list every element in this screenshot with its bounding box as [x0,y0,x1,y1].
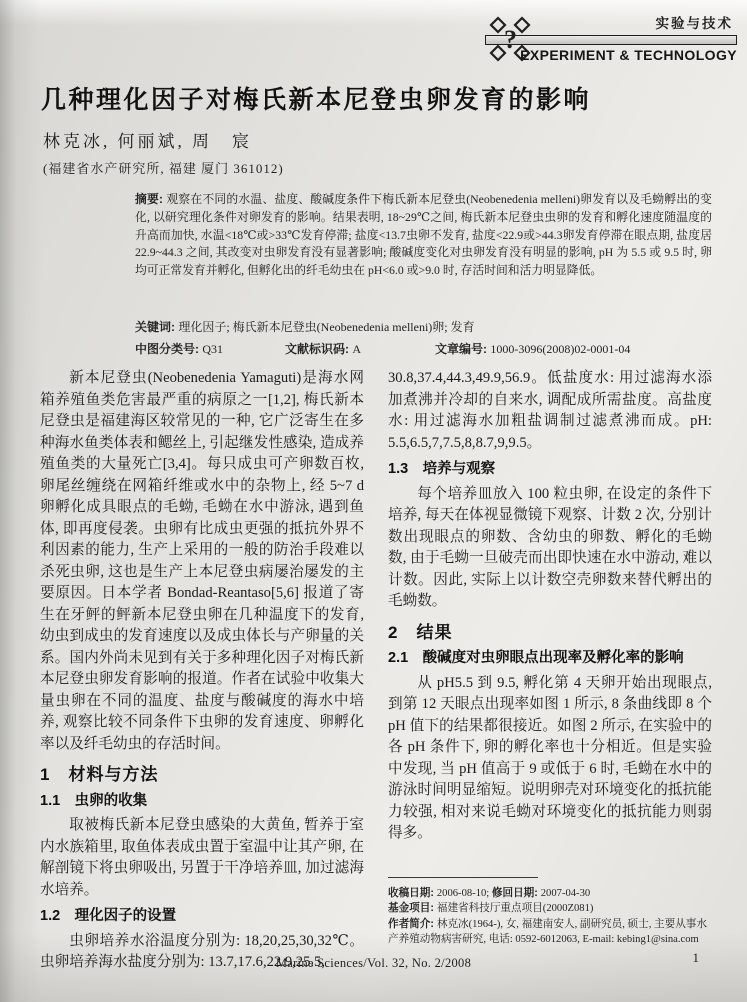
revised-date-value: 2007-04-30 [540,887,591,899]
abstract-block [135,191,712,280]
clc-label: 中图分类号: [135,342,203,356]
footnote-bio-line [388,917,712,948]
article-authors: 林克冰, 何丽斌, 周 宸 [43,132,252,151]
keywords-text: 理化因子; 梅氏新本尼登虫(Neobenedenia melleni)卵; 发育 [178,320,475,334]
section-1-1-heading: 1.1 虫卵的收集 [40,792,148,809]
document-code [285,340,435,357]
clc-number [135,340,285,357]
egg-collection-paragraph: 取被梅氏新本尼登虫感染的大黄鱼, 暂养于室内水族箱里, 取鱼体表成虫置于室温中让其产卵, 在解剖镜下将虫卵吸出, 另置于干净培养皿, 加过滤海水培养。 [40,817,364,898]
left-column [40,368,364,974]
footnote-fund-line [388,901,712,917]
footnote-rule [388,877,538,878]
intro-paragraph: 新本尼登虫(Neobenedenia Yamaguti)是海水网箱养殖鱼类危害最严重的病原之一[1,2], 梅氏新本尼登虫是福建海区较常见的一种, 它广泛寄生在多种海水鱼类体表和鳃丝上, 引起继发性感染, 造成养殖鱼类的大量死亡[3,4]。每只成虫可产卵数百枚, 卵尾丝缠绕在网箱纤维或水中的杂物上, 经 5~7 d 卵孵化成具眼点的毛蚴, 毛蚴在水中游泳, 遇到鱼体, 即再度侵袭。虫卵有比成虫更强的抵抗外界不利因素的能力, 生产上采用的一般的防治手段难以杀死虫卵, 这也是生产上本尼登虫病屡治屡发的主要原因。日本学者 Bondad-Reantaso[5,6] 报道了寄生在牙鲆的鲆新本尼登虫卵在几种温度下的发育, 幼虫到成虫的发育速度以及成虫体长与产卵量的关系。国内外尚未见到有关于多种理化因子对梅氏新本尼登虫卵发育影响的报道。作者在试验中收集大量虫卵在不同的温度、盐度与酸碱度的海水中培养, 观察比较不同条件下虫卵的发育速度、卵孵化率以及纤毛幼虫的存活时间。 [40,370,364,752]
diamond-question-logo-icon [484,15,538,65]
svg-text:?: ? [504,25,517,54]
abstract-label: 摘要: [135,192,167,206]
received-date-value: 2006-08-10; [436,887,492,899]
section-title-english: EXPERIMENT & TECHNOLOGY [520,47,737,63]
factor-setup-paragraph: 虫卵培养水浴温度分别为: 18,20,25,30,32℃。虫卵培养海水盐度分别为: 13.7,17.6,22.9,25.5, [40,932,364,970]
article-number [435,340,712,357]
keywords-label: 关键词: [135,320,179,334]
clc-value: Q31 [202,342,224,356]
header-rule-bar [485,25,737,54]
article-title: 几种理化因子对梅氏新本尼登虫卵发育的影响 [41,86,592,114]
section-1-2-heading: 1.2 理化因子的设置 [40,908,177,924]
journal-footer-line: Marine Sciences/Vol. 32, No. 2/2008 [275,956,472,970]
received-date-label: 收稿日期: [388,886,437,899]
document-code-label: 文献标识码: [285,342,353,356]
section-2-heading: 2 结果 [388,622,453,642]
fund-label: 基金项目: [388,902,437,915]
body-columns [40,368,712,974]
journal-section-header [485,12,737,63]
right-column [388,368,712,974]
ph-results-paragraph: 从 pH5.5 到 9.5, 孵化第 4 天卵开始出现眼点, 到第 12 天眼点出现率如图 1 所示, 8 条曲线即 8 个 pH 值下的结果都很接近。如图 2 所示, 在实验中的各 pH 条件下, 卵的孵化率也十分相近。但是实验中发现, 当 pH 值高于 9 或低于 6 时, 毛蚴在水中的游泳时间明显缩短。说明卵壳对环境变化的抵抗能力较强, 相对来说毛蚴对环境变化的抵抗能力则弱得多。 [388,674,712,841]
fund-value: 福建省科技厅重点项目(2000Z081) [436,903,594,915]
author-bio-value: 林克冰(1964-), 女, 福建南安人, 副研究员, 硕士, 主要从事水产养殖动物病害研究, 电话: 0592-6012063, E-mail: kebing1@sina.com [388,918,707,946]
footnote-dates-line [388,886,712,902]
article-number-label: 文章编号: [435,342,491,356]
abstract-text: 观察在不同的水温、盐度、酸碱度条件下梅氏新本尼登虫(Neobenedenia melleni)卵发育以及毛蚴孵出的变化, 以研究理化条件对卵发育的影响。结果表明, 18~29℃之间, 梅氏新本尼登虫虫卵的发育和孵化速度随温度的升高而加快, 水温<18℃或>33℃发育停滞; 盐度<13.7虫卵不发育, 盐度<22.9或>44.3卵发育停滞在眼点期, 盐度居 22.9~44.3 之间, 其改变对虫卵发育没有显著影响; 酸碱度变化对虫卵发育没有明显的影响, pH 为 5.5 或 9.5 时, 卵均可正常发育并孵化, 但孵化出的纤毛幼虫在 pH<6.0 或>9.0 时, 存活时间和活力明显降低。 [135,192,712,278]
document-code-value: A [352,342,362,356]
factor-setup-continued-paragraph: 30.8,37.4,44.3,49.9,56.9。低盐度水: 用过滤海水添加煮沸并冷却的自来水, 调配成所需盐度。高盐度水: 用过滤海水加粗盐调制过滤煮沸而成。pH: 5.5,6.5,7,7.5,8,8.7,9,9.5。 [388,370,712,451]
page-number: 1 [692,950,699,965]
article-number-value: 1000-3096(2008)02-0001-04 [490,342,631,356]
section-2-1-heading: 2.1 酸碱度对虫卵眼点出现率及孵化率的影响 [388,650,684,666]
keywords-line [135,318,712,335]
culture-observation-paragraph: 每个培养皿放入 100 粒虫卵, 在设定的条件下培养, 每天在体视显微镜下观察、计数 2 次, 分别计数出现眼点的卵数、含幼虫的卵数、孵化的毛蚴数, 由于毛蚴一旦破壳而出即快速在水中游动, 难以计数。因此, 实际上以计数空壳卵数来替代孵出的毛蚴数。 [388,485,712,609]
author-affiliation: (福建省水产研究所, 福建 厦门 361012) [43,161,284,176]
revised-date-label: 修回日期: [491,886,541,899]
section-1-heading: 1 材料与方法 [40,765,159,784]
footnote-block [388,877,712,948]
author-bio-label: 作者简介: [388,917,437,930]
section-1-3-heading: 1.3 培养与观察 [388,461,496,477]
classification-meta-line [135,340,712,357]
section-title-chinese: 实验与技术 [655,16,733,31]
